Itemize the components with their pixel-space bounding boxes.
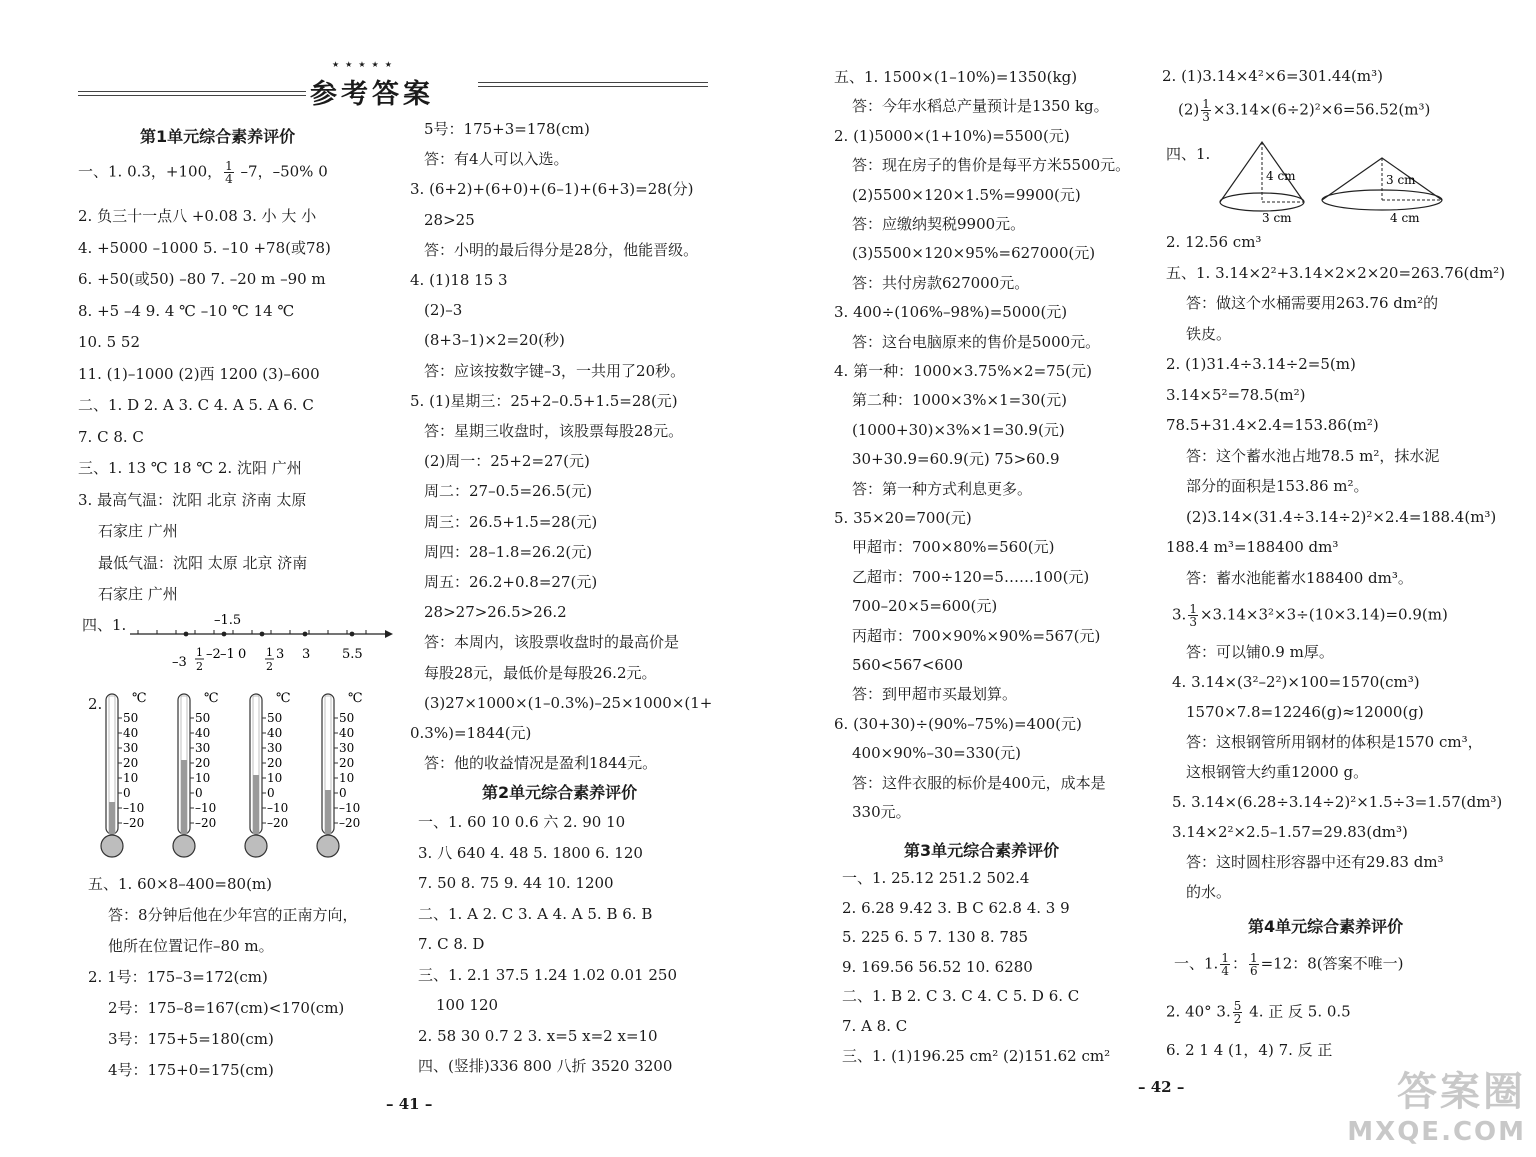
col1-lines-item: 最低气温：沈阳 太原 北京 济南	[98, 553, 308, 572]
col4-lines-b-item: 答：这根钢管所用钢材的体积是1570 cm³，	[1186, 733, 1483, 751]
thermometer	[173, 691, 219, 857]
col2-lines-item: 周二：27–0.5=26.5(元)	[424, 482, 593, 501]
thermometer	[101, 691, 147, 857]
title-rule-right-2	[478, 86, 708, 87]
thermo-tick: –20	[123, 816, 145, 830]
col1-lines-item: 6. +50(或50) –80 7. –20 m –90 m	[78, 270, 326, 288]
col1-after-item: 答：8分钟后他在少年宫的正南方向，	[108, 906, 358, 924]
col2-lines-item: (8+3–1)×2=20(秒)	[424, 331, 565, 350]
col2-lines2-item: 3. 八 640 4. 48 5. 1800 6. 120	[418, 843, 643, 862]
col1-after-item: 3号：175+5=180(cm)	[108, 1030, 274, 1048]
thermo-mercury	[181, 760, 187, 834]
col3-lines3-item: 7. A 8. C	[842, 1017, 908, 1035]
col2-lines-item: 答：星期三收盘时，该股票每股28元。	[424, 422, 684, 440]
col1-lines-item: 4. +5000 –1000 5. –10 +78(或78)	[78, 238, 331, 257]
title-rule-left-2	[78, 95, 306, 96]
col4-unit4-line-1: 一、1. $\frac{1}{4}$ ： $\frac{1}{6}$ =12：8(答案不唯一)	[1174, 951, 1404, 978]
col2-lines-item: 周四：28–1.8=26.2(元)	[424, 542, 593, 561]
thermo-tick: 20	[339, 756, 355, 770]
col3-lines-item: 乙超市：700÷120=5……100(元)	[852, 567, 1090, 586]
col3-lines-item: 30+30.9=60.9(元) 75>60.9	[852, 450, 1060, 469]
col3-lines-item: 700–20×5=600(元)	[852, 597, 998, 616]
col1-lines-item: 11. (1)–1000 (2)西 1200 (3)–600	[78, 364, 320, 383]
col2-lines-item: 28>25	[424, 210, 475, 229]
title-rule-right	[478, 82, 708, 83]
thermo-bulb	[101, 835, 123, 857]
nl-label-neg3: –3	[172, 655, 187, 670]
col3-lines-item: 甲超市：700×80%=560(元)	[852, 538, 1055, 557]
col4-line-1: 2. (1)3.14×4²×6=301.44(m³)	[1162, 67, 1383, 85]
unit1-heading: 第1单元综合素养评价	[140, 127, 296, 146]
watermark-line2: MXQE.COM	[1347, 1117, 1526, 1147]
thermo-tick: 10	[195, 771, 211, 785]
nl-frac-den: 2	[196, 660, 203, 673]
thermometer	[317, 691, 363, 857]
col2-lines-item: 答：本周内，该股票收盘时的最高价是	[424, 633, 680, 652]
cone-2	[1322, 158, 1442, 225]
col2-lines-item: 答：他的收益情况是盈利1844元。	[424, 754, 658, 773]
thermo-tick: –10	[195, 801, 217, 815]
thermo-tick: –10	[267, 801, 289, 815]
thermo-unit: ℃	[132, 691, 147, 706]
col4-lines-item: 2. (1)31.4÷3.14÷2=5(m)	[1166, 355, 1356, 373]
title-rule-left	[78, 91, 306, 92]
col4-lines-b-item: 答：可以铺0.9 m厚。	[1186, 643, 1334, 661]
thermo-tick: 10	[339, 771, 355, 785]
sec4-label: 四、1.	[82, 616, 127, 634]
thermo-unit: ℃	[204, 691, 219, 706]
col3-lines3-item: 二、1. B 2. C 3. C 4. C 5. D 6. C	[842, 987, 1080, 1006]
nl-label-0: 0	[238, 647, 247, 662]
col2-lines2-item: 7. 50 8. 75 9. 44 10. 1200	[418, 874, 614, 892]
thermo-tick: 30	[267, 741, 283, 755]
col3-lines-item: 答：第一种方式利息更多。	[852, 479, 1033, 498]
thermo-tick: 0	[267, 786, 275, 800]
thermo-tick: –20	[267, 816, 289, 830]
col2-lines-item: 4. (1)18 15 3	[410, 271, 508, 289]
nl-point	[350, 632, 355, 637]
thermo-tick: –20	[339, 816, 361, 830]
thermo-mercury	[109, 802, 115, 834]
col3-lines-item: 330元。	[852, 803, 911, 821]
unit4-heading: 第4单元综合素养评价	[1248, 917, 1404, 936]
col4-lines-b-item: 5. 3.14×(6.28÷3.14÷2)²×1.5÷3=1.57(dm³)	[1172, 793, 1503, 811]
page-title: 参考答案	[310, 79, 434, 110]
col2-lines2-item: 三、1. 2.1 37.5 1.24 1.02 0.01 250	[418, 965, 677, 984]
col2-lines-item: 周三：26.5+1.5=28(元)	[424, 512, 598, 531]
nl-frac2-num: 1	[266, 646, 273, 659]
nl-point	[222, 632, 227, 637]
thermo-tick: 30	[123, 741, 139, 755]
col1-lines-item: 二、1. D 2. A 3. C 4. A 5. A 6. C	[78, 396, 314, 414]
col4-lines-b-item: 3.14×2²×2.5–1.57=29.83(dm³)	[1172, 823, 1408, 841]
thermo-bulb	[173, 835, 195, 857]
number-line	[120, 612, 400, 682]
col1-lines-item: 2. 负三十一点八 +0.08 3. 小 大 小	[78, 207, 317, 225]
nl-label-5.5: 5.5	[342, 647, 363, 662]
col4-lines-item: 3.14×5²=78.5(m²)	[1166, 385, 1306, 404]
thermo-mercury	[253, 775, 259, 834]
thermo-tick: 50	[195, 711, 211, 725]
thermo-tick: 50	[267, 711, 283, 725]
thermo-tick: 20	[267, 756, 283, 770]
thermo-unit: ℃	[276, 691, 291, 706]
thermo-label: 2.	[88, 695, 103, 713]
col3-lines-item: 答：应缴纳契税9900元。	[852, 215, 1026, 233]
col4-lines-item: 五、1. 3.14×2²+3.14×2×2×20=263.76(dm²)	[1166, 263, 1506, 282]
col1-lines-item: 3. 最高气温：沈阳 北京 济南 太原	[78, 490, 307, 509]
col1-lines-item: 8. +5 –4 9. 4 ℃ –10 ℃ 14 ℃	[78, 301, 295, 320]
col4-unit4-line-2: 2. 40° 3. $\frac{5}{2}$ 4. 正 反 5. 0.5	[1166, 999, 1351, 1026]
col3-lines3-item: 5. 225 6. 5 7. 130 8. 785	[842, 928, 1029, 947]
col2-lines-item: 答：小明的最后得分是28分，他能晋级。	[424, 240, 699, 259]
thermo-tick: 40	[339, 726, 355, 740]
col4-lines-b-item: 4. 3.14×(3²–2²)×100=1570(cm³)	[1172, 673, 1420, 691]
watermark	[1347, 1060, 1526, 1147]
col2-lines-item: 5号：175+3=178(cm)	[424, 120, 590, 138]
col2-lines-item: 5. (1)星期三：25+2–0.5+1.5=28(元)	[410, 391, 678, 410]
thermo-tick: 0	[339, 786, 347, 800]
svg-text:4 cm: 4 cm	[1390, 211, 1420, 225]
nl-label-neg2: –2	[206, 647, 221, 662]
col2-lines2-item: 100 120	[436, 996, 499, 1014]
col1-after-item: 2号：175–8=167(cm)<170(cm)	[108, 999, 345, 1017]
col3-lines-item: 第二种：1000×3%×1=30(元)	[852, 391, 1068, 410]
col4-lines-b-item: 答：这时圆柱形容器中还有29.83 dm³	[1186, 853, 1444, 871]
col4-lines-item: 部分的面积是153.86 m²。	[1186, 477, 1369, 495]
col1-line-1: 一、1. 0.3，+100， $\frac{1}{4}$ –7，–50% 0	[78, 159, 328, 186]
nl-label-3: 3	[276, 647, 285, 662]
cone-figures	[1214, 136, 1454, 228]
col3-lines-item: 答：到甲超市买最划算。	[852, 685, 1018, 704]
unit3-heading: 第3单元综合素养评价	[904, 841, 1060, 860]
thermo-tick: 20	[123, 756, 139, 770]
thermo-tick: –20	[195, 816, 217, 830]
col3-lines-item: (3)5500×120×95%=627000(元)	[852, 244, 1096, 263]
col4-lines-b-item: 1570×7.8=12246(g)≈12000(g)	[1186, 703, 1424, 721]
page-number-left: – 41 –	[386, 1095, 433, 1113]
page-number-right: – 42 –	[1138, 1078, 1185, 1096]
col4-lines-item: (2)3.14×(31.4÷3.14÷2)²×2.4=188.4(m³)	[1186, 507, 1497, 526]
col2-lines-item: (3)27×1000×(1–0.3%)–25×1000×(1+	[424, 693, 713, 712]
col3-lines-item: 560<567<600	[852, 656, 964, 674]
thermo-tick: –10	[339, 801, 361, 815]
col2-lines-item: 周五：26.2+0.8=27(元)	[424, 573, 598, 591]
col2-lines2-item: 一、1. 60 10 0.6 六 2. 90 10	[418, 813, 626, 831]
nl-point	[303, 632, 308, 637]
thermo-tick: 30	[195, 741, 211, 755]
thermo-tick: 40	[195, 726, 211, 740]
col1-lines-item: 7. C 8. C	[78, 427, 144, 446]
col3-lines-item: (2)5500×120×1.5%=9900(元)	[852, 185, 1081, 204]
col2-lines-item: 答：有4人可以入选。	[424, 150, 569, 169]
thermo-tick: 20	[195, 756, 211, 770]
thermo-tick: 0	[123, 786, 131, 800]
col3-lines-item: 5. 35×20=700(元)	[834, 509, 972, 527]
col4-lines-item: 78.5+31.4×2.4=153.86(m²)	[1166, 416, 1379, 434]
thermo-tick: 30	[339, 741, 355, 755]
thermo-bulb	[317, 835, 339, 857]
col2-lines2-item: 四、(竖排)336 800 八折 3520 3200	[418, 1057, 673, 1075]
col3-lines-item: 答：现在房子的售价是每平方米5500元。	[852, 156, 1131, 175]
col3-lines-item: 2. (1)5000×(1+10%)=5500(元)	[834, 126, 1070, 145]
col1-after-item: 4号：175+0=175(cm)	[108, 1061, 274, 1079]
col3-lines-item: 答：共付房款627000元。	[852, 273, 1030, 292]
col4-lines-b-item: 的水。	[1186, 883, 1232, 901]
col3-lines3-item: 2. 6.28 9.42 3. B C 62.8 4. 3 9	[842, 898, 1070, 917]
thermometer	[245, 691, 291, 857]
svg-text:3 cm: 3 cm	[1386, 173, 1416, 187]
col4-lines-item: 答：蓄水池能蓄水188400 dm³。	[1186, 568, 1413, 587]
col2-lines-item: 3. (6+2)+(6+0)+(6–1)+(6+3)=28(分)	[410, 180, 694, 199]
col3-lines3-item: 一、1. 25.12 251.2 502.4	[842, 869, 1030, 887]
col4-lines-item: 2. 12.56 cm³	[1166, 233, 1262, 251]
nl-frac2-den: 2	[266, 660, 273, 673]
col1-after-item: 2. 1号：175–3=172(cm)	[88, 968, 268, 986]
col2-lines-item: 每股28元，最低价是每股26.2元。	[424, 663, 657, 682]
svg-text:4 cm: 4 cm	[1266, 169, 1296, 183]
col3-lines-item: (1000+30)×3%×1=30.9(元)	[852, 420, 1065, 439]
unit2-heading: 第2单元综合素养评价	[482, 783, 638, 802]
thermo-bulb	[245, 835, 267, 857]
col4-unit4-line-3: 6. 2 1 4 (1，4) 7. 反 正	[1166, 1041, 1333, 1059]
thermometers	[96, 688, 396, 863]
col4-lines-item: 188.4 m³=188400 dm³	[1166, 538, 1339, 556]
col2-lines2-item: 二、1. A 2. C 3. A 4. A 5. B 6. B	[418, 904, 653, 923]
col3-lines-item: 3. 400÷(106%–98%)=5000(元)	[834, 303, 1068, 322]
col1-after-item: 五、1. 60×8–400=80(m)	[88, 875, 272, 893]
col3-lines-item: 答：今年水稻总产量预计是1350 kg。	[852, 97, 1109, 116]
col3-lines3-item: 9. 169.56 56.52 10. 6280	[842, 957, 1033, 976]
cone-1	[1220, 142, 1304, 225]
col1-lines-item: 10. 5 52	[78, 333, 141, 351]
col1-lines-item: 石家庄 广州	[98, 522, 178, 540]
col4-lines-item: 铁皮。	[1186, 324, 1232, 343]
nl-label-neg1: –1	[220, 647, 235, 662]
col2-lines-item: 0.3%)=1844(元)	[410, 724, 532, 742]
col2-lines-item: (2)–3	[424, 301, 463, 320]
thermo-tick: 0	[195, 786, 203, 800]
col3-lines-item: 6. (30+30)÷(90%–75%)=400(元)	[834, 714, 1082, 733]
col1-lines-item: 三、1. 13 ℃ 18 ℃ 2. 沈阳 广州	[78, 459, 302, 477]
col2-lines2-item: 2. 58 30 0.7 2 3. x=5 x=2 x=10	[418, 1026, 658, 1045]
thermo-mercury	[325, 790, 331, 834]
nl-point	[184, 632, 189, 637]
col3-lines-item: 丙超市：700×90%×90%=567(元)	[852, 626, 1101, 645]
thermo-tick: –10	[123, 801, 145, 815]
col3-lines-item: 答：这件衣服的标价是400元，成本是	[852, 773, 1106, 792]
col4-sec4-label: 四、1.	[1166, 145, 1211, 163]
col2-lines-item: 28>27>26.5>26.2	[424, 603, 567, 622]
thermo-tick: 10	[267, 771, 283, 785]
nl-frac-num: 1	[196, 646, 203, 659]
thermo-tick: 40	[123, 726, 139, 740]
col3-lines-item: 400×90%–30=330(元)	[852, 744, 1022, 763]
thermo-tick: 40	[267, 726, 283, 740]
col4-line-3: 3. $\frac{1}{3}$ ×3.14×3²×3÷(10×3.14)=0.9(m)	[1172, 602, 1448, 629]
col2-lines-item: (2)周一：25+2=27(元)	[424, 452, 590, 471]
watermark-line1: 答案圈	[1397, 1069, 1526, 1115]
col4-line-2: (2) $\frac{1}{3}$ ×3.14×(6÷2)²×6=56.52(m³)	[1178, 97, 1431, 124]
nl-point	[260, 632, 265, 637]
col4-lines-item: 答：做这个水桶需要用263.76 dm²的	[1186, 294, 1439, 312]
col2-lines2-item: 7. C 8. D	[418, 935, 485, 953]
thermo-tick: 50	[123, 711, 139, 725]
col1-lines-item: 石家庄 广州	[98, 585, 178, 603]
col3-lines-item: 五、1. 1500×(1–10%)=1350(kg)	[834, 68, 1078, 86]
thermo-tick: 10	[123, 771, 139, 785]
col3-lines-item: 答：这台电脑原来的售价是5000元。	[852, 332, 1101, 351]
col4-lines-b-item: 这根钢管大约重12000 g。	[1186, 763, 1369, 781]
title-stars: ★★★★★	[332, 60, 398, 69]
nl-label-3b: 3	[302, 647, 311, 662]
thermo-tick: 50	[339, 711, 355, 725]
nl-label-neg1.5: –1.5	[214, 613, 242, 628]
col4-lines-item: 答：这个蓄水池占地78.5 m²，抹水泥	[1186, 446, 1440, 465]
col2-lines-item: 答：应该按数字键–3，一共用了20秒。	[424, 361, 686, 380]
svg-text:3 cm: 3 cm	[1262, 211, 1292, 225]
col1-after-item: 他所在位置记作–80 m。	[108, 937, 274, 955]
col3-lines3-item: 三、1. (1)196.25 cm² (2)151.62 cm²	[842, 1046, 1111, 1065]
thermo-unit: ℃	[348, 691, 363, 706]
col3-lines-item: 4. 第一种：1000×3.75%×2=75(元)	[834, 362, 1092, 380]
